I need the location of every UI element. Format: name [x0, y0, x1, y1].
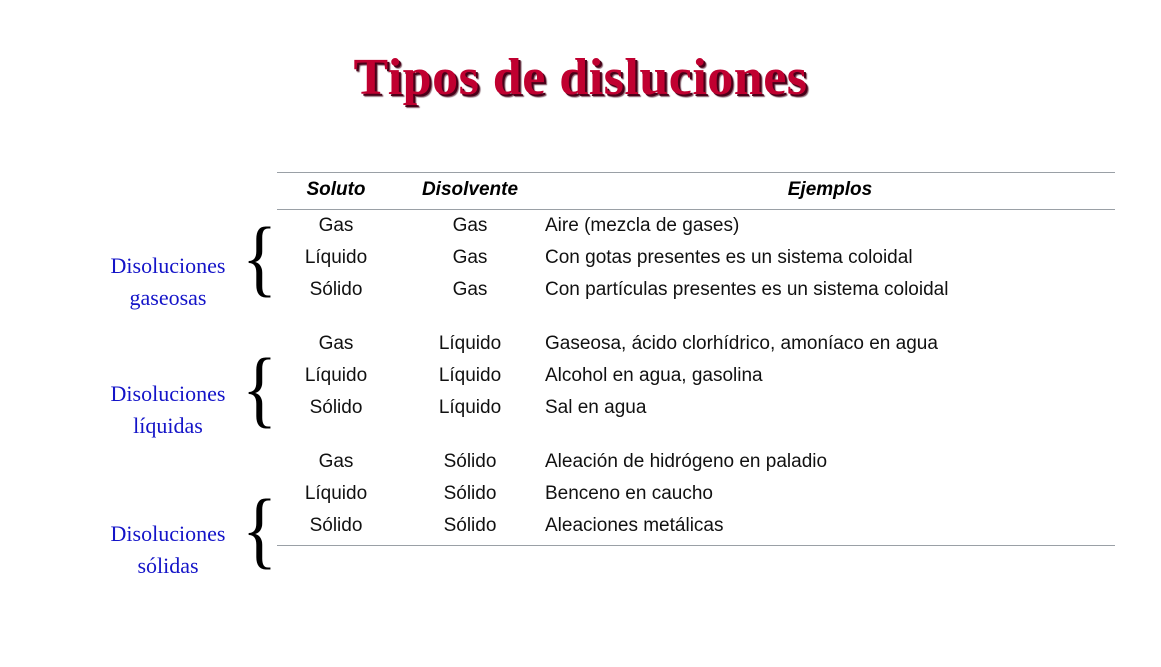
cell-soluto: Líquido: [304, 483, 368, 504]
page-title: Tipos de disluciones: [353, 49, 808, 106]
spacer-cell: [395, 424, 545, 446]
spacer-cell: [545, 424, 1115, 446]
table-body: [277, 210, 1115, 546]
group-label-line1: Disoluciones: [110, 253, 226, 278]
cell-disolvente: Sólido: [443, 451, 497, 472]
group-label-line1: Disoluciones: [110, 521, 226, 546]
cell-soluto: Gas: [318, 333, 354, 354]
brace-solidas-icon: {: [242, 481, 278, 577]
cell-soluto: Gas: [318, 451, 354, 472]
solutions-table: [277, 172, 1115, 546]
brace-gaseosas-icon: {: [242, 209, 278, 305]
cell-soluto: Gas: [318, 215, 354, 236]
cell-soluto: Sólido: [309, 397, 363, 418]
table-row: [277, 328, 1115, 360]
column-header-soluto: Soluto: [277, 173, 395, 210]
table-row: [277, 392, 1115, 424]
group-label-line2: sólidas: [137, 552, 199, 578]
cell-disolvente: Gas: [452, 215, 488, 236]
group-label-line1: Disoluciones: [110, 381, 226, 406]
cell-ejemplo: Benceno en caucho: [545, 483, 713, 504]
group-label-liquidas: [78, 378, 258, 442]
column-header-disolvente: Disolvente: [395, 173, 545, 210]
table-header-row: [277, 173, 1115, 210]
cell-soluto: Sólido: [277, 510, 395, 546]
cell-disolvente: Líquido: [438, 365, 502, 386]
cell-disolvente: Gas: [452, 279, 488, 300]
cell-ejemplo: Alcohol en agua, gasolina: [545, 365, 763, 386]
table-group-spacer: [277, 424, 1115, 446]
table-row: [277, 210, 1115, 243]
group-label-line2: gaseosas: [129, 284, 207, 310]
cell-ejemplo: Aleaciones metálicas: [545, 510, 1115, 546]
table-row: [277, 360, 1115, 392]
brace-liquidas-icon: {: [242, 340, 278, 436]
table-row: [277, 446, 1115, 478]
table-row: [277, 478, 1115, 510]
table-row: [277, 242, 1115, 274]
spacer-cell: [277, 306, 395, 328]
cell-ejemplo: Sal en agua: [545, 397, 647, 418]
cell-disolvente: Líquido: [438, 333, 502, 354]
column-header-ejemplos: Ejemplos: [545, 173, 1115, 210]
table-row: [277, 274, 1115, 306]
spacer-cell: [545, 306, 1115, 328]
cell-disolvente: Sólido: [443, 483, 497, 504]
cell-ejemplo: Aleación de hidrógeno en paladio: [545, 451, 828, 472]
cell-soluto: Sólido: [309, 279, 363, 300]
group-label-solidas: [78, 518, 258, 582]
table-header: [277, 173, 1115, 210]
cell-disolvente: Gas: [452, 247, 488, 268]
table-row: [277, 510, 1115, 546]
cell-disolvente: Líquido: [438, 397, 502, 418]
solutions-table-container: [277, 172, 1115, 546]
table-group-spacer: [277, 306, 1115, 328]
cell-ejemplo: Aire (mezcla de gases): [545, 215, 740, 236]
group-label-line2: líquidas: [133, 412, 203, 438]
cell-ejemplo: Con gotas presentes es un sistema coloidal: [545, 247, 913, 268]
cell-disolvente: Sólido: [395, 510, 545, 546]
cell-ejemplo: Con partículas presentes es un sistema coloidal: [545, 279, 949, 300]
cell-soluto: Líquido: [304, 365, 368, 386]
cell-soluto: Líquido: [304, 247, 368, 268]
spacer-cell: [395, 306, 545, 328]
spacer-cell: [277, 424, 395, 446]
group-label-gaseosas: [78, 250, 258, 314]
cell-ejemplo: Gaseosa, ácido clorhídrico, amoníaco en agua: [545, 333, 938, 354]
